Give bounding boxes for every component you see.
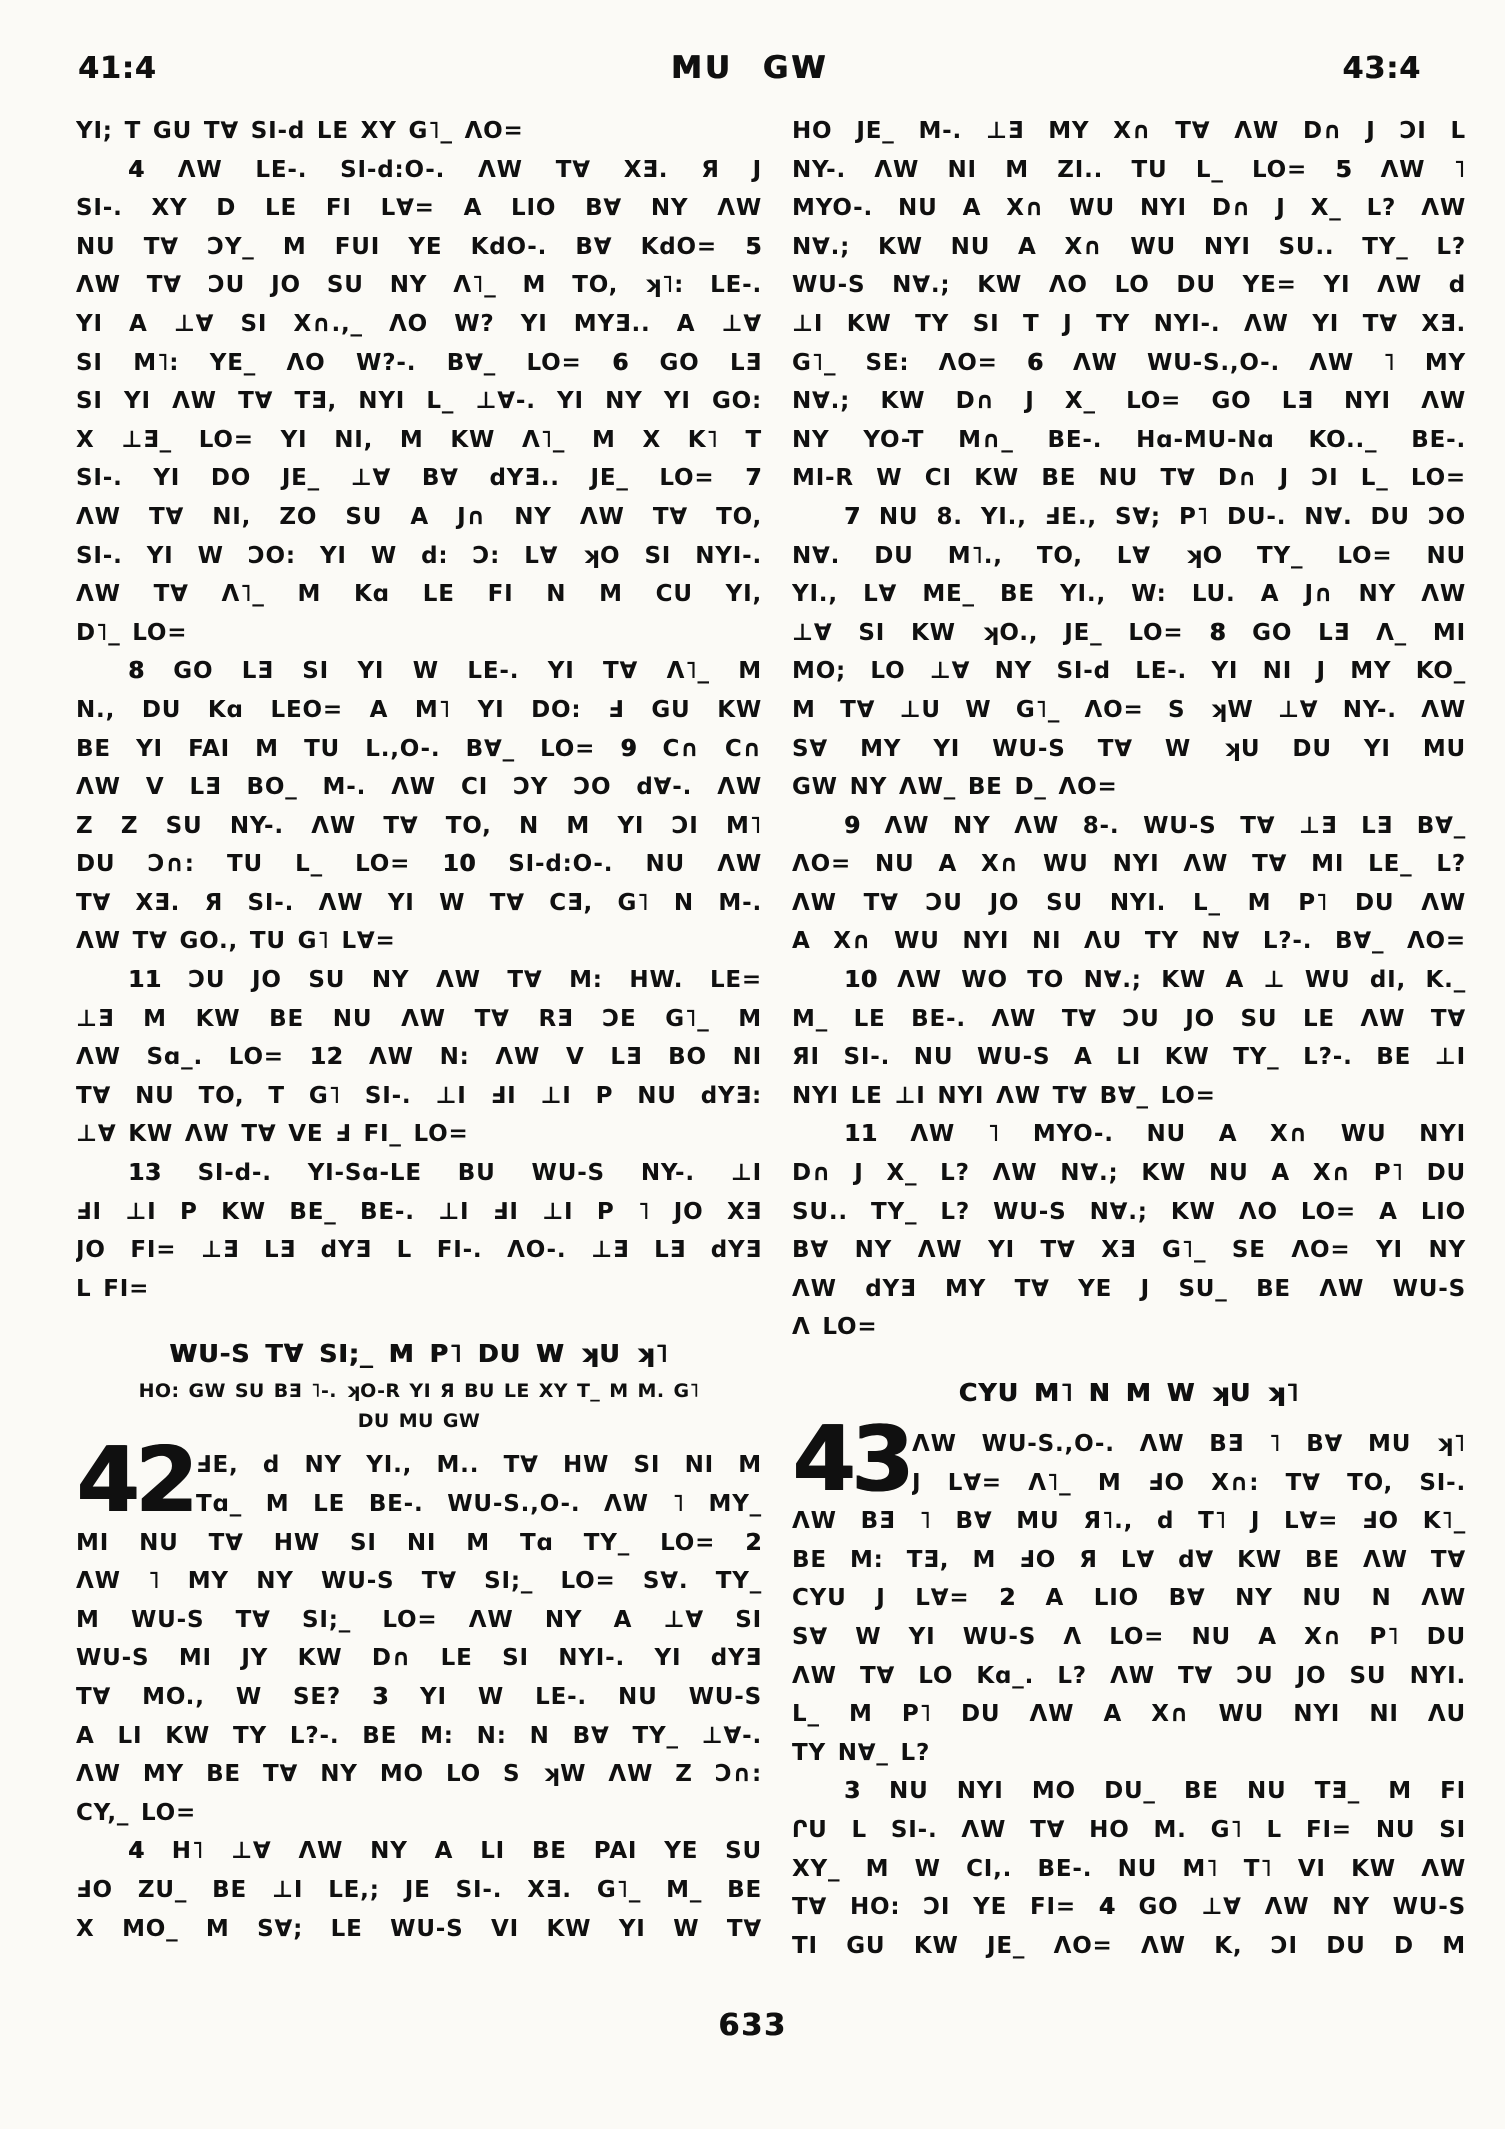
text-line: A LI KW TY L?-. BE M: N: N B∀ TY_ ⊥∀-.	[76, 1722, 762, 1749]
text-line: SI YI ΛW T∀ TƎ, NYI L_ ⊥∀-. YI NY YI GO:	[76, 388, 762, 415]
text-line: NU T∀ ƆY_ M FUI YE KdO-. B∀ KdO= 5	[76, 233, 762, 260]
text-line: 3 NU NYI MO DU_ BE NU TƎ_ M FI	[844, 1778, 1466, 1805]
text-line: A X∩ WU NYI NI ΛU TY N∀ L?-. B∀_ ΛO=	[792, 928, 1466, 955]
text-line: X ⊥Ǝ_ LO= YI NI, M KW Λ˥_ M X K˥ T	[76, 426, 762, 453]
text-line: ΛW T∀ ƆU JO SU NY Λ˥_ M TO, ʞ˥: LE-.	[76, 272, 762, 299]
text-line: 7 NU 8. YI., ℲE., S∀; P˥ DU-. N∀. DU ƆO	[844, 503, 1466, 530]
chapter-number: 43	[792, 1407, 910, 1512]
text-line: M_ LE BE-. ΛW T∀ ƆU JO SU LE ΛW T∀	[792, 1005, 1466, 1032]
text-line: 4 ΛW LE-. SI-d:O-. ΛW T∀ XƎ. Я J	[128, 156, 762, 183]
text-line: SI-. XY D LE FI L∀= A LIO B∀ NY ΛW	[76, 195, 762, 222]
text-line: ℲI ⊥I P KW BE_ BE-. ⊥I ℲI ⊥I P ˥ JO XƎ	[76, 1198, 762, 1225]
text-line: ЯI SI-. NU WU-S A LI KW TY_ L?-. BE ⊥I	[792, 1044, 1466, 1071]
text-line: T∀ MO., W SE? 3 YI W LE-. NU WU-S	[76, 1683, 762, 1710]
text-line: ΛW T∀ NI, ZO SU A J∩ NY ΛW T∀ TO,	[76, 503, 762, 530]
text-line: 13 SI-d-. YI-Sɑ-LE BU WU-S NY-. ⊥I	[128, 1160, 762, 1187]
text-line: SI M˥: YE_ ΛO W?-. B∀_ LO= 6 GO LƎ	[76, 349, 762, 376]
text-line: YI., L∀ ME_ BE YI., W: LU. A J∩ NY ΛW	[792, 581, 1466, 608]
text-line: BE YI FAI M TU L.,O-. B∀_ LO= 9 C∩ C∩	[76, 735, 762, 762]
text-line: YI; T GU T∀ SI-d LE XY G˥_ ΛO=	[76, 118, 524, 144]
text-line: ΛW T∀ Λ˥_ M Kɑ LE FI N M CU YI,	[76, 581, 762, 608]
text-line: ΛW dYƎ MY T∀ YE J SU_ BE ΛW WU-S	[792, 1275, 1466, 1302]
text-line: ΛW T∀ LO Kɑ_. L? ΛW T∀ ƆU JO SU NYI.	[792, 1662, 1466, 1689]
text-line: N∀. DU M˥., TO, L∀ ʞO TY_ LO= NU	[792, 542, 1466, 569]
cross-reference-line: DU MU GW	[357, 1410, 481, 1433]
text-column-right	[792, 112, 1466, 1965]
text-line: N∀.; KW D∩ J X_ LO= GO LƎ NYI ΛW	[792, 388, 1466, 415]
text-line: ℲO ZU_ BE ⊥I LE,; JE SI-. XƎ. G˥_ M_ BE	[76, 1876, 762, 1903]
text-line: ΛW BƎ ˥ B∀ MU Я˥., d T˥ J L∀= ℲO K˥_	[792, 1508, 1466, 1535]
text-line: TI GU KW JE_ ΛO= ΛW K, ƆI DU D M	[792, 1932, 1466, 1959]
text-line: Z Z SU NY-. ΛW T∀ TO, N M YI ƆI M˥	[76, 812, 762, 839]
text-line: ՐU L SI-. ΛW T∀ HO M. G˥ L FI= NU SI	[792, 1816, 1466, 1843]
header-left-reference: 41:4	[78, 51, 157, 86]
text-line: L_ M P˥ DU ΛW A X∩ WU NYI NI ΛU	[792, 1701, 1466, 1728]
chapter-number: 42	[76, 1428, 194, 1534]
text-line: TY N∀_ L?	[792, 1739, 931, 1766]
text-line: MO; LO ⊥∀ NY SI-d LE-. YI NI J MY KO_	[792, 658, 1466, 685]
chapter-block	[792, 1407, 1466, 1965]
text-line: D˥_ LO=	[76, 619, 188, 646]
text-line: NYI LE ⊥I NYI ΛW T∀ B∀_ LO=	[792, 1082, 1216, 1109]
text-line: ΛW T∀ ƆU JO SU NYI. L_ M P˥ DU ΛW	[792, 889, 1466, 916]
text-line: NY-. ΛW NI M ZI.. TU L_ LO= 5 ΛW ˥	[792, 156, 1466, 183]
text-line: WU-S N∀.; KW ΛO LO DU YE= YI ΛW d	[792, 272, 1466, 299]
text-line: Λ LO=	[792, 1314, 878, 1341]
text-line: T∀ HO: ƆI YE FI= 4 GO ⊥∀ ΛW NY WU-S	[792, 1894, 1466, 1921]
text-line: M T∀ ⊥U W G˥_ ΛO= S ʞW ⊥∀ NY-. ΛW	[792, 696, 1466, 723]
text-line: ΛW ˥ MY NY WU-S T∀ SI;_ LO= S∀. TY_	[76, 1568, 762, 1595]
book-title: MU GW	[670, 50, 829, 86]
text-line: 10 ΛW WO TO N∀.; KW A ⊥ WU dI, K._	[844, 967, 1466, 994]
text-line: D∩ J X_ L? ΛW N∀.; KW NU A X∩ P˥ DU	[792, 1160, 1466, 1187]
text-line: M WU-S T∀ SI;_ LO= ΛW NY A ⊥∀ SI	[76, 1606, 762, 1633]
text-line: ℲE, d NY YI., M.. T∀ HW SI NI M	[196, 1452, 762, 1479]
header-right-reference: 43:4	[1342, 51, 1421, 86]
text-line: MI NU T∀ HW SI NI M Tɑ TY_ LO= 2	[76, 1529, 762, 1556]
text-line: S∀ MY YI WU-S T∀ W ʞU DU YI MU	[792, 735, 1466, 762]
text-line: N∀.; KW NU A X∩ WU NYI SU.. TY_ L?	[792, 233, 1466, 260]
text-line: N., DU Kɑ LEO= A M˥ YI DO: Ⅎ GU KW	[76, 696, 762, 723]
text-line: 8 GO LƎ SI YI W LE-. YI T∀ Λ˥_ M	[128, 658, 762, 685]
text-line: ⊥I KW TY SI T J TY NYI-. ΛW YI T∀ XƎ.	[792, 310, 1466, 337]
text-line: T∀ NU TO, T G˥ SI-. ⊥I ℲI ⊥I P NU dYƎ:	[76, 1082, 762, 1109]
text-column-left	[76, 112, 762, 1948]
text-line: ΛO= NU A X∩ WU NYI ΛW T∀ MI LE_ L?	[792, 851, 1466, 878]
text-line: ⊥∀ SI KW ʞO., JE_ LO= 8 GO LƎ Λ_ MI	[792, 619, 1466, 646]
text-line: B∀ NY ΛW YI T∀ XƎ G˥_ SE ΛO= YI NY	[792, 1237, 1466, 1264]
text-line: 11 ƆU JO SU NY ΛW T∀ M: HW. LE=	[128, 967, 762, 994]
text-line: X MO_ M S∀; LE WU-S VI KW YI W T∀	[76, 1915, 762, 1942]
text-line: ΛW V LƎ BO_ M-. ΛW CI ƆY ƆO d∀-. ΛW	[76, 774, 762, 801]
text-line: J L∀= Λ˥_ M ℲO X∩: T∀ TO, SI-.	[912, 1469, 1466, 1496]
text-line: G˥_ SE: ΛO= 6 ΛW WU-S.,O-. ΛW ˥ MY	[792, 349, 1466, 376]
text-line: ΛW WU-S.,O-. ΛW BƎ ˥ B∀ MU ʞ˥	[912, 1431, 1466, 1457]
text-line: MI-R W CI KW BE NU T∀ D∩ J ƆI L_ LO=	[792, 465, 1466, 492]
text-line: CYU J L∀= 2 A LIO B∀ NY NU N ΛW	[792, 1585, 1466, 1612]
text-line: CY,_ LO=	[76, 1799, 197, 1826]
text-line: MYO-. NU A X∩ WU NYI D∩ J X_ L? ΛW	[792, 195, 1466, 222]
text-line: NY YO-T M∩_ BE-. Hɑ-MU-Nɑ KO.._ BE-.	[792, 426, 1466, 453]
text-line: L FI=	[76, 1275, 150, 1302]
text-line: ⊥Ǝ M KW BE NU ΛW T∀ RƎ ƆE G˥_ M	[76, 1005, 762, 1032]
text-line: 4 H˥ ⊥∀ ΛW NY A LI BE PAI YE SU	[128, 1838, 762, 1865]
text-line: DU Ɔ∩: TU L_ LO= 10 SI-d:O-. NU ΛW	[76, 851, 762, 878]
text-line: ΛW Sɑ_. LO= 12 ΛW N: ΛW V LƎ BO NI	[76, 1044, 762, 1071]
text-line: SU.. TY_ L? WU-S N∀.; KW ΛO LO= A LIO	[792, 1198, 1466, 1225]
text-line: ΛW T∀ GO., TU G˥ L∀=	[76, 928, 396, 955]
text-line: XY_ M W CI,. BE-. NU M˥ T˥ VI KW ΛW	[792, 1855, 1466, 1882]
text-line: HO JE_ M-. ⊥Ǝ MY X∩ T∀ ΛW D∩ J ƆI L	[792, 118, 1466, 144]
text-line: SI-. YI DO JE_ ⊥∀ B∀ dYƎ.. JE_ LO= 7	[76, 465, 762, 492]
text-line: GW NY ΛW_ BE D_ ΛO=	[792, 774, 1118, 801]
text-line: Tɑ_ M LE BE-. WU-S.,O-. ΛW ˥ MY_	[196, 1491, 762, 1517]
text-line: 11 ΛW ˥ MYO-. NU A X∩ WU NYI	[844, 1121, 1466, 1148]
section-heading: CYU M˥ N M W ʞU ʞ˥	[958, 1378, 1300, 1407]
text-line: 9 ΛW NY ΛW 8-. WU-S T∀ ⊥Ǝ LƎ B∀_	[844, 812, 1466, 839]
text-line: T∀ XƎ. Я SI-. ΛW YI W T∀ CƎ, G˥ N M-.	[76, 889, 762, 916]
text-line: WU-S MI JY KW D∩ LE SI NYI-. YI dYƎ	[76, 1645, 762, 1672]
text-line: YI A ⊥∀ SI X∩.,_ ΛO W? YI MYƎ.. A ⊥∀	[76, 310, 762, 337]
page-number: 633	[718, 2008, 787, 2043]
text-line: ΛW MY BE T∀ NY MO LO S ʞW ΛW Z Ɔ∩:	[76, 1761, 762, 1788]
section-heading: WU-S T∀ SI;_ M P˥ DU W ʞU ʞ˥	[169, 1339, 669, 1369]
text-line: ⊥∀ KW ΛW T∀ VE Ⅎ FI_ LO=	[76, 1121, 469, 1148]
text-line: JO FI= ⊥Ǝ LƎ dYƎ L FI-. ΛO-. ⊥Ǝ LƎ dYƎ	[76, 1237, 762, 1264]
chapter-block	[76, 1428, 762, 1948]
cross-reference-line: HO: GW SU BƎ ˥-. ʞO-R YI Я BU LE XY T_ M M. G˥	[138, 1380, 700, 1403]
text-line: SI-. YI W ƆO: YI W d: Ɔ: L∀ ʞO SI NYI-.	[76, 542, 762, 569]
text-line: BE M: TƎ, M ℲO Я L∀ d∀ KW BE ΛW T∀	[792, 1546, 1466, 1573]
text-line: S∀ W YI WU-S Λ LO= NU A X∩ P˥ DU	[792, 1623, 1466, 1650]
page-header	[78, 50, 1421, 86]
